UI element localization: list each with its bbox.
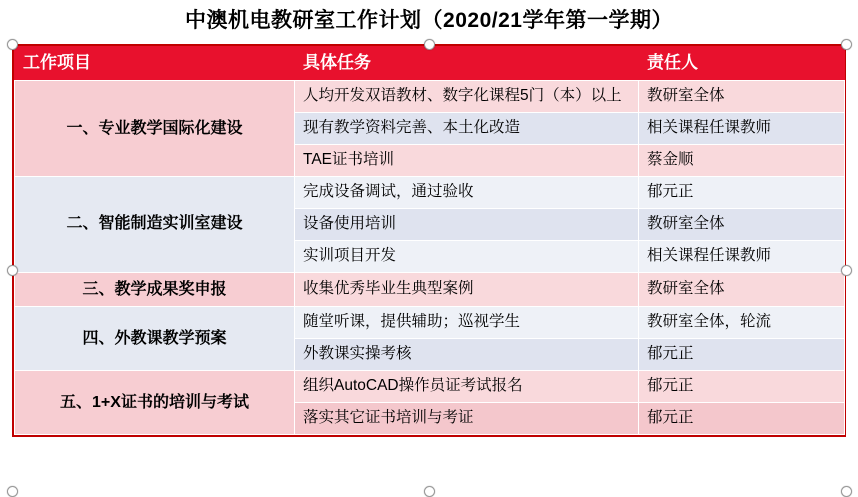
resize-handle-middle-right[interactable] — [841, 265, 852, 276]
task-cell: 组织AutoCAD操作员证考试报名 — [295, 370, 639, 402]
column-header-owner: 责任人 — [639, 47, 845, 81]
column-header-project: 工作项目 — [15, 47, 295, 81]
task-cell: TAE证书培训 — [295, 144, 639, 176]
owner-cell: 教研室全体 — [639, 272, 845, 307]
task-cell: 设备使用培训 — [295, 208, 639, 240]
task-cell: 落实其它证书培训与考证 — [295, 402, 639, 434]
table-row[interactable] — [15, 370, 845, 402]
resize-handle-top-left[interactable] — [7, 39, 18, 50]
resize-handle-bottom-left[interactable] — [7, 486, 18, 497]
table-row[interactable] — [15, 81, 845, 113]
owner-cell: 郁元正 — [639, 402, 845, 434]
owner-cell: 郁元正 — [639, 370, 845, 402]
task-cell: 现有教学资料完善、本土化改造 — [295, 112, 639, 144]
work-plan-table — [14, 46, 845, 435]
task-cell: 收集优秀毕业生典型案例 — [295, 272, 639, 307]
category-cell: 二、智能制造实训室建设 — [15, 176, 295, 272]
table-row[interactable] — [15, 307, 845, 339]
column-header-task: 具体任务 — [295, 47, 639, 81]
table-header-row — [15, 47, 845, 81]
work-plan-table-container[interactable] — [12, 44, 846, 437]
page-title: 中澳机电教研室工作计划（2020/21学年第一学期） — [185, 9, 673, 32]
task-cell: 完成设备调试，通过验收 — [295, 176, 639, 208]
category-cell: 四、外教课教学预案 — [15, 307, 295, 371]
category-cell: 五、1+X证书的培训与考试 — [15, 370, 295, 434]
table-row[interactable] — [15, 176, 845, 208]
task-cell: 外教课实操考核 — [295, 339, 639, 371]
category-cell: 一、专业教学国际化建设 — [15, 81, 295, 177]
owner-cell: 郁元正 — [639, 176, 845, 208]
owner-cell: 教研室全体 — [639, 81, 845, 113]
task-cell: 人均开发双语教材、数字化课程5门（本）以上 — [295, 81, 639, 113]
owner-cell: 相关课程任课教师 — [639, 112, 845, 144]
owner-cell: 蔡金顺 — [639, 144, 845, 176]
owner-cell: 郁元正 — [639, 339, 845, 371]
owner-cell: 教研室全体 — [639, 208, 845, 240]
category-cell: 三、教学成果奖申报 — [15, 272, 295, 307]
resize-handle-top-right[interactable] — [841, 39, 852, 50]
task-cell: 随堂听课，提供辅助；巡视学生 — [295, 307, 639, 339]
owner-cell: 相关课程任课教师 — [639, 240, 845, 272]
resize-handle-bottom-center[interactable] — [424, 486, 435, 497]
task-cell: 实训项目开发 — [295, 240, 639, 272]
table-row[interactable] — [15, 272, 845, 307]
resize-handle-middle-left[interactable] — [7, 265, 18, 276]
resize-handle-bottom-right[interactable] — [841, 486, 852, 497]
owner-cell: 教研室全体，轮流 — [639, 307, 845, 339]
resize-handle-top-center[interactable] — [424, 39, 435, 50]
